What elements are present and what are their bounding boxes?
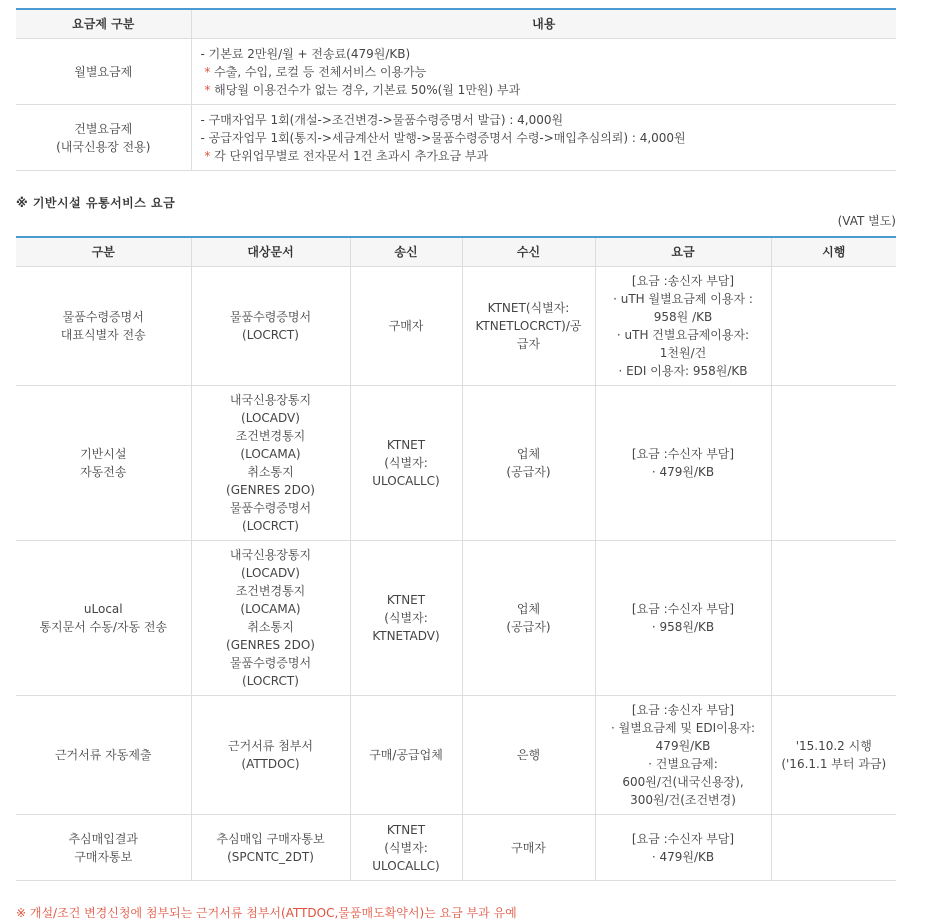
cell-line: (LOCRCT) xyxy=(242,328,299,342)
sender-cell xyxy=(350,815,462,881)
header-sender: 송신 xyxy=(350,237,462,267)
cell-line: · uTH 건별요금제이용자: xyxy=(616,328,750,342)
effective-cell xyxy=(771,541,896,696)
cell-line: KTNETLOCRCT)/공 xyxy=(475,319,582,333)
plan-header-category: 요금제 구분 xyxy=(16,9,191,39)
cell-line: ('16.1.1 부터 과금) xyxy=(781,757,887,771)
cell-line: (SPCNTC_2DT) xyxy=(227,849,314,864)
documents-cell xyxy=(191,696,350,815)
receiver-cell xyxy=(462,815,595,881)
cell-line: 479원/KB xyxy=(655,739,711,753)
plan-table xyxy=(16,8,896,171)
sender-cell xyxy=(350,267,462,386)
header-fee: 요금 xyxy=(595,237,771,267)
cell-line: [요금 :수신자 부담] xyxy=(631,447,735,461)
sender-cell xyxy=(350,386,462,541)
plan-row xyxy=(16,39,896,105)
cell-line: 취소통지 xyxy=(247,620,294,634)
sender-cell xyxy=(350,541,462,696)
header-documents: 대상문서 xyxy=(191,237,350,267)
fee-cell xyxy=(595,696,771,815)
section-title: ※ 기반시설 유통서비스 요금 xyxy=(16,196,176,210)
sender-cell xyxy=(350,696,462,815)
cell-line: · 479원/KB xyxy=(651,465,715,479)
plan-category: 건별요금제 (내국신용장 전용) xyxy=(16,105,191,171)
documents-cell xyxy=(191,815,350,881)
cell-line: 구매자 xyxy=(511,840,546,855)
cell-line: (LOCADV) xyxy=(241,566,300,580)
cell-line: · 479원/KB xyxy=(651,849,715,864)
cell-line: 구매자통보 xyxy=(74,849,133,864)
cell-line: 급자 xyxy=(516,337,541,351)
receiver-cell xyxy=(462,696,595,815)
fee-cell xyxy=(595,541,771,696)
fee-cell xyxy=(595,386,771,541)
cell-line: 내국신용장통지 xyxy=(229,548,312,562)
effective-cell xyxy=(771,815,896,881)
cell-line: ULOCALLC) xyxy=(372,474,440,488)
cell-line: (ATTDOC) xyxy=(241,757,300,771)
service-fee-table xyxy=(16,236,896,881)
cell-line: 물품수령증명서 xyxy=(229,656,312,670)
cell-line: KTNET(식별자: xyxy=(487,301,570,315)
cell-line: [요금 :송신자 부담] xyxy=(631,274,735,288)
cell-line: 1천원/건 xyxy=(659,346,707,360)
cell-line: (LOCRCT) xyxy=(242,519,299,533)
service-row xyxy=(16,815,896,881)
cell-line: (GENRES 2DO) xyxy=(226,638,315,652)
cell-line: 추심매입결과 xyxy=(68,831,139,846)
cell-line: (식별자: xyxy=(384,456,428,470)
cell-line: 통지문서 수동/자동 전송 xyxy=(39,620,168,634)
category-cell xyxy=(16,541,191,696)
plan-line: * 각 단위업무별로 전자문서 1건 초과시 추가요금 부과 xyxy=(204,148,489,163)
cell-line: 업체 xyxy=(516,602,541,616)
effective-cell xyxy=(771,696,896,815)
documents-cell xyxy=(191,267,350,386)
cell-line: uLocal xyxy=(83,602,123,616)
cell-line: KTNETADV) xyxy=(372,629,440,643)
cell-line: KTNET xyxy=(386,593,426,607)
header-category: 구분 xyxy=(16,237,191,267)
cell-line: · EDI 이용자: 958원/KB xyxy=(618,364,748,378)
cell-line: (식별자: xyxy=(384,840,428,855)
cell-line: (GENRES 2DO) xyxy=(226,483,315,497)
cell-line: 기반시설 xyxy=(80,447,127,461)
category-cell xyxy=(16,267,191,386)
cell-line: 물품수령증명서 xyxy=(62,310,144,324)
plan-line: - 기본료 2만원/월 + 전송료(479원/KB) xyxy=(200,46,411,61)
cell-line: 근거서류 자동제출 xyxy=(54,748,152,762)
plan-line: * 해당월 이용건수가 없는 경우, 기본료 50%(월 1만원) 부과 xyxy=(204,82,521,97)
effective-cell xyxy=(771,386,896,541)
receiver-cell xyxy=(462,267,595,386)
receiver-cell xyxy=(462,541,595,696)
cell-line: 은행 xyxy=(516,748,541,762)
service-row xyxy=(16,541,896,696)
cell-line: 내국신용장통지 xyxy=(229,393,312,407)
effective-cell xyxy=(771,267,896,386)
fee-cell xyxy=(595,267,771,386)
plan-content xyxy=(191,39,896,105)
cell-line: · 958원/KB xyxy=(651,620,715,634)
fee-cell xyxy=(595,815,771,881)
cell-line: ULOCALLC) xyxy=(372,858,440,873)
cell-line: 자동전송 xyxy=(80,465,127,479)
cell-line: 구매자 xyxy=(388,319,424,333)
vat-note: (VAT 별도) xyxy=(837,214,896,228)
plan-category: 월별요금제 xyxy=(16,39,191,105)
cell-line: (LOCADV) xyxy=(241,411,300,425)
documents-cell xyxy=(191,541,350,696)
plan-content xyxy=(191,105,896,171)
cell-line: [요금 :수신자 부담] xyxy=(631,831,735,846)
cell-line: KTNET xyxy=(386,822,426,837)
cell-line: (LOCAMA) xyxy=(240,447,301,461)
cell-line: (LOCRCT) xyxy=(242,674,299,688)
cell-line: 추심매입 구매자통보 xyxy=(216,831,325,846)
plan-line: * 수출, 수입, 로컬 등 전체서비스 이용가능 xyxy=(204,64,427,79)
service-row xyxy=(16,267,896,386)
plan-row xyxy=(16,105,896,171)
category-cell xyxy=(16,386,191,541)
header-effective: 시행 xyxy=(771,237,896,267)
cell-line: 물품수령증명서 xyxy=(229,310,312,324)
plan-header-content: 내용 xyxy=(191,9,896,39)
cell-line: 600원/건(내국신용장), xyxy=(622,775,744,789)
cell-line: 대표식별자 전송 xyxy=(60,328,146,342)
cell-line: [요금 :송신자 부담] xyxy=(631,703,735,717)
header-receiver: 수신 xyxy=(462,237,595,267)
cell-line: 근거서류 첨부서 xyxy=(228,739,313,753)
cell-line: (식별자: xyxy=(384,611,428,625)
documents-cell xyxy=(191,386,350,541)
cell-line: (공급자) xyxy=(506,465,551,479)
cell-line: 조건변경통지 xyxy=(235,429,306,443)
plan-line: - 구매자업무 1회(개설->조건변경->물품수령증명서 발급) : 4,000원 xyxy=(200,112,564,127)
cell-line: '15.10.2 시행 xyxy=(795,739,872,753)
service-row xyxy=(16,386,896,541)
cell-line: 구매/공급업체 xyxy=(369,748,443,762)
service-row xyxy=(16,696,896,815)
footnote: ※ 개설/조건 변경신청에 첨부되는 근거서류 첨부서(ATTDOC,물품매도확약서)는 요금 부과 유예 xyxy=(16,906,517,920)
cell-line: (공급자) xyxy=(506,620,551,634)
plan-line: - 공급자업무 1회(통지->세금계산서 발행->물품수령증명서 수령->매입추심의뢰) : 4,000원 xyxy=(200,130,686,145)
cell-line: · uTH 월별요금제 이용자 : xyxy=(613,292,753,306)
cell-line: · 건별요금제: xyxy=(648,757,718,771)
category-cell xyxy=(16,815,191,881)
receiver-cell xyxy=(462,386,595,541)
cell-line: 조건변경통지 xyxy=(235,584,306,598)
cell-line: 물품수령증명서 xyxy=(229,501,312,515)
cell-line: (LOCAMA) xyxy=(240,602,301,616)
cell-line: · 월별요금제 및 EDI이용자: xyxy=(611,721,755,735)
cell-line: 958원 /KB xyxy=(653,310,713,324)
category-cell xyxy=(16,696,191,815)
cell-line: 300원/건(조건변경) xyxy=(630,793,736,807)
cell-line: KTNET xyxy=(386,438,426,452)
cell-line: 취소통지 xyxy=(247,465,294,479)
cell-line: [요금 :수신자 부담] xyxy=(631,602,735,616)
cell-line: 업체 xyxy=(516,447,541,461)
